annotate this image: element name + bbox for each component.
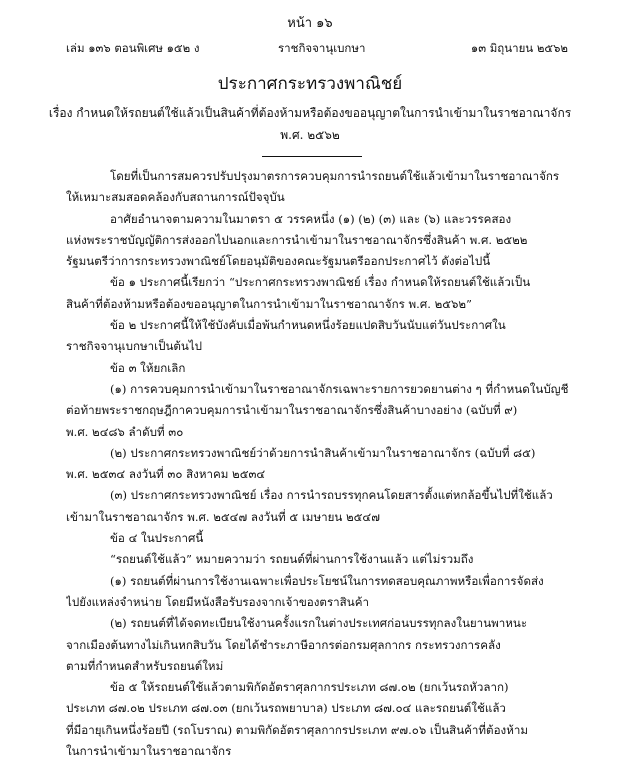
- clause-3-item-2-line: พ.ศ. ๒๕๓๔ ลงวันที่ ๓๐ สิงหาคม ๒๕๓๔: [66, 467, 266, 482]
- volume-issue: เล่ม ๑๓๖ ตอนพิเศษ ๑๕๒ ง: [66, 41, 200, 55]
- clause-4-item-1-line: (๑) รถยนต์ที่ผ่านการใช้งานเฉพาะเพื่อประโยชน์ในการทดสอบคุณภาพหรือเพื่อการจัดส่ง: [110, 573, 544, 588]
- clause-4-heading: ข้อ ๔ ในประกาศนี้: [110, 531, 204, 546]
- clause-3-item-1-line: (๑) การควบคุมการนำเข้ามาในราชอาณาจักรเฉพาะรายการยวดยานต่าง ๆ ที่กำหนดในบัญชี: [110, 381, 568, 396]
- clause-5-line: ประเภท ๘๗.๐๒ ประเภท ๘๗.๐๓ (ยกเว้นรถพยาบาล) ประเภท ๘๗.๐๔ และรถยนต์ใช้แล้ว: [66, 701, 506, 716]
- clause-4-item-2-line: ตามที่กำหนดสำหรับรถยนต์ใหม่: [66, 658, 224, 673]
- announcement-title: ประกาศกระทรวงพาณิชย์: [217, 74, 403, 94]
- clause-1-line: ข้อ ๑ ประกาศนี้เรียกว่า “ประกาศกระทรวงพาณิชย์ เรื่อง กำหนดให้รถยนต์ใช้แล้วเป็น: [110, 275, 531, 290]
- clause-3-item-3-line: เข้ามาในราชอาณาจักร พ.ศ. ๒๕๔๗ ลงวันที่ ๕ เมษายน ๒๕๔๗: [66, 509, 380, 524]
- clause-4-item-2-line: (๒) รถยนต์ที่ได้จดทะเบียนใช้งานครั้งแรกในต่างประเทศก่อนบรรทุกลงในยานพาหนะ: [110, 616, 528, 631]
- clause-3-item-1-line: ต่อท้ายพระราชกฤษฎีกาควบคุมการนำเข้ามาในราชอาณาจักรซึ่งสินค้าบางอย่าง (ฉบับที่ ๙): [66, 403, 518, 418]
- authority-line: รัฐมนตรีว่าการกระทรวงพาณิชย์โดยอนุมัติของคณะรัฐมนตรีออกประกาศไว้ ดังต่อไปนี้: [66, 254, 491, 269]
- publication-date: ๑๓ มิถุนายน ๒๕๖๒: [470, 41, 568, 55]
- clause-4-item-2-line: จากเมืองต้นทางไม่เกินหกสิบวัน โดยได้ชำระภาษีอากรต่อกรมศุลกากร กระทรวงการคลัง: [66, 637, 501, 652]
- clause-4-item-1-line: ไปยังแหล่งจำหน่าย โดยมีหนังสือรับรองจากเจ้าของตราสินค้า: [66, 594, 369, 609]
- clause-3-heading: ข้อ ๓ ให้ยกเลิก: [110, 360, 186, 375]
- clause-2-line: ข้อ ๒ ประกาศนี้ให้ใช้บังคับเมื่อพ้นกำหนดหนึ่งร้อยแปดสิบวันนับแต่วันประกาศใน: [110, 318, 506, 333]
- title-divider: [262, 156, 362, 157]
- clause-3-item-2-line: (๒) ประกาศกระทรวงพาณิชย์ว่าด้วยการนำสินค้าเข้ามาในราชอาณาจักร (ฉบับที่ ๘๕): [110, 445, 536, 460]
- clause-3-item-1-line: พ.ศ. ๒๔๘๖ ลำดับที่ ๓๐: [66, 424, 184, 439]
- preamble-line: โดยที่เป็นการสมควรปรับปรุงมาตรการควบคุมการนำรถยนต์ใช้แล้วเข้ามาในราชอาณาจักร: [110, 169, 560, 183]
- authority-line: อาศัยอำนาจตามความในมาตรา ๕ วรรคหนึ่ง (๑) (๒) (๓) และ (๖) และวรรคสอง: [110, 211, 512, 226]
- clause-3-item-3-line: (๓) ประกาศกระทรวงพาณิชย์ เรื่อง การนำรถบรรทุกคนโดยสารตั้งแต่หกล้อขึ้นไปที่ใช้แล้ว: [110, 488, 553, 503]
- announcement-subject: เรื่อง กำหนดให้รถยนต์ใช้แล้วเป็นสินค้าที่ต้องห้ามหรือต้องขออนุญาตในการนำเข้ามาในราชอาณาจักร: [48, 106, 572, 120]
- gazette-header: [66, 40, 568, 58]
- clause-5-line: ที่มีอายุเกินหนึ่งร้อยปี (รถโบราณ) ตามพิกัดอัตราศุลกากรประเภท ๙๗.๐๖ เป็นสินค้าที่ต้องห้าม: [66, 722, 528, 737]
- clause-1-line: สินค้าที่ต้องห้ามหรือต้องขออนุญาตในการนำเข้ามาในราชอาณาจักร พ.ศ. ๒๕๖๒”: [66, 296, 472, 311]
- definition-line: “รถยนต์ใช้แล้ว” หมายความว่า รถยนต์ที่ผ่านการใช้งานแล้ว แต่ไม่รวมถึง: [110, 552, 474, 567]
- gazette-name: ราชกิจจานุเบกษา: [278, 41, 366, 55]
- page-number: หน้า ๑๖: [287, 16, 333, 31]
- announcement-year: พ.ศ. ๒๕๖๒: [280, 128, 340, 142]
- clause-5-line: ข้อ ๕ ให้รถยนต์ใช้แล้วตามพิกัดอัตราศุลกากรประเภท ๘๗.๐๒ (ยกเว้นรถหัวลาก): [110, 680, 509, 695]
- clause-2-line: ราชกิจจานุเบกษาเป็นต้นไป: [66, 339, 203, 354]
- clause-5-line: ในการนำเข้ามาในราชอาณาจักร: [66, 744, 232, 759]
- announcement-body: [66, 166, 568, 762]
- authority-line: แห่งพระราชบัญญัติการส่งออกไปนอกและการนำเข้ามาในราชอาณาจักรซึ่งสินค้า พ.ศ. ๒๕๒๒: [66, 232, 528, 247]
- preamble-line: ให้เหมาะสมสอดคล้องกับสถานการณ์ปัจจุบัน: [66, 190, 285, 205]
